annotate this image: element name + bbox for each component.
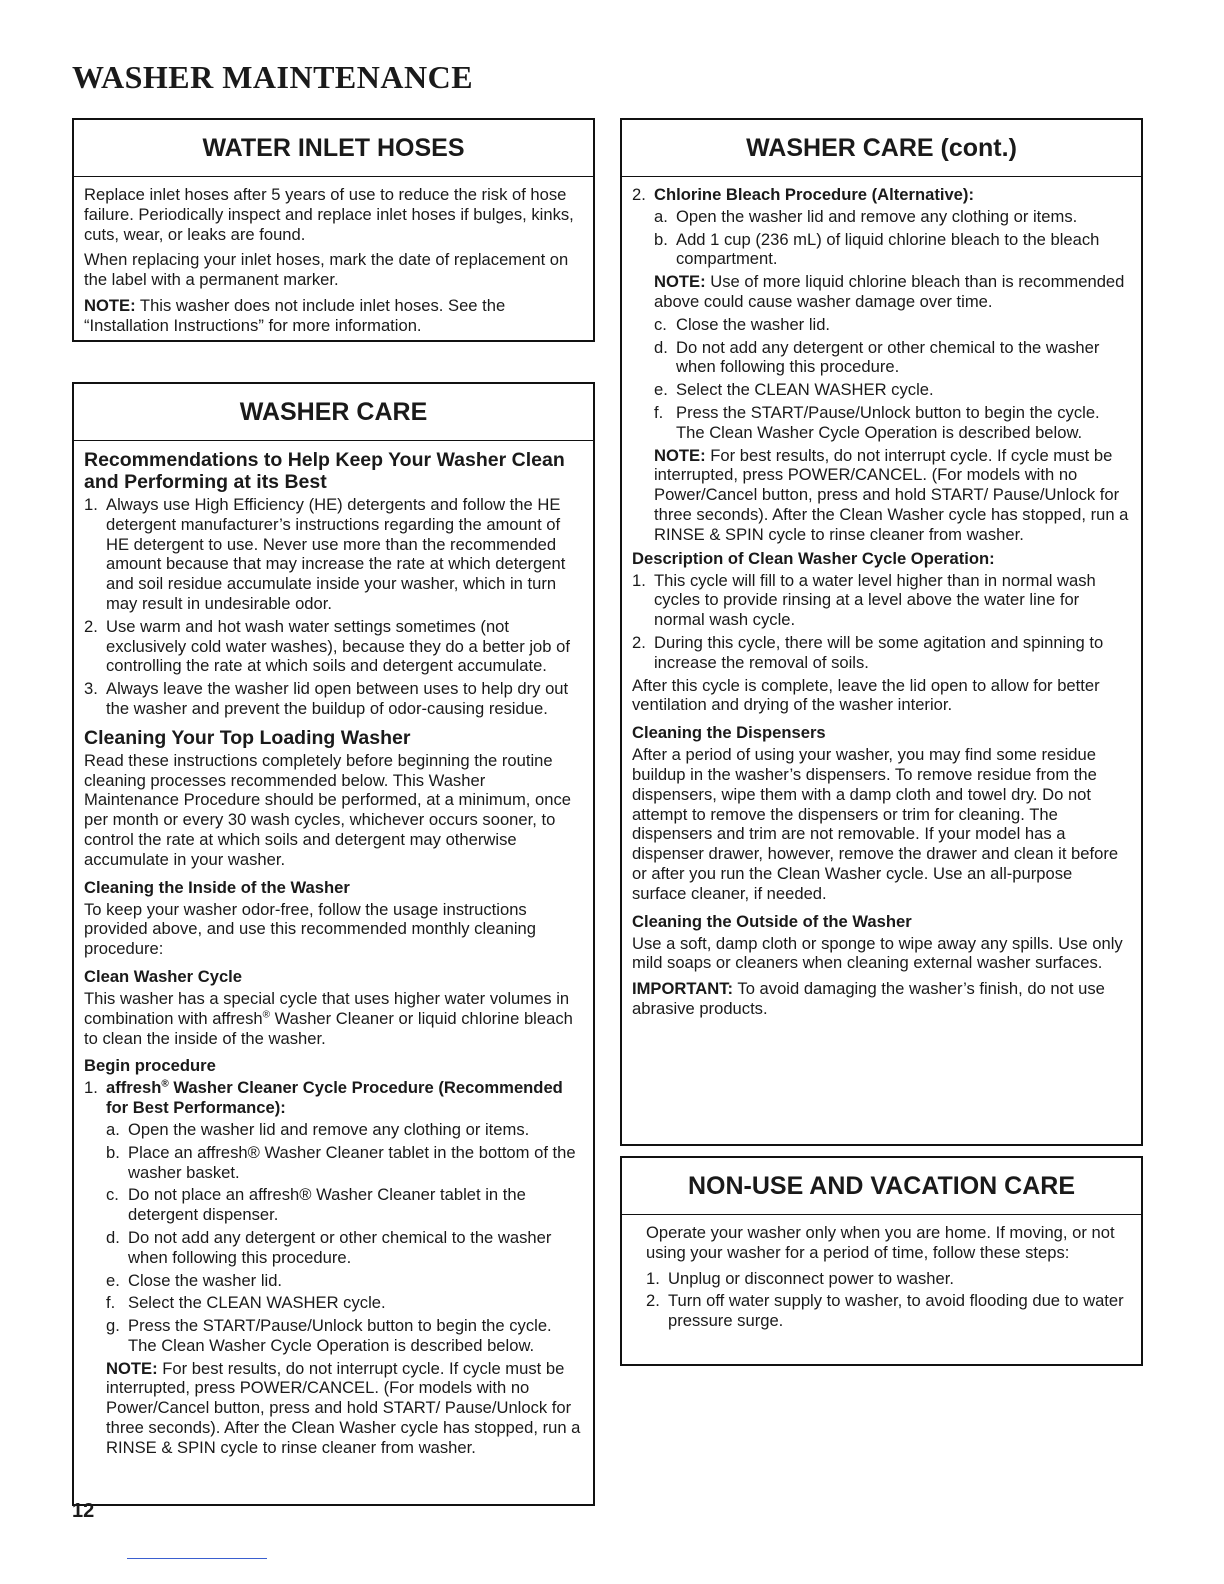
paragraph: After this cycle is complete, leave the lid open to allow for better ventilation and drying of the washer interior. bbox=[632, 675, 1100, 715]
item-text: Use warm and hot wash water settings sometimes (not exclusively cold water washes), because they do a better job of controlling the rate at which soils and detergent accumulate. bbox=[106, 616, 570, 676]
step bbox=[106, 1228, 583, 1268]
item-text: Unplug or disconnect power to washer. bbox=[668, 1268, 954, 1288]
step bbox=[654, 207, 1131, 227]
note bbox=[654, 446, 1131, 545]
important-note bbox=[632, 979, 1131, 1019]
step-text: Do not add any detergent or other chemical to the washer when following this procedure. bbox=[128, 1227, 552, 1267]
text-run: This washer has a special cycle that uses higher water volumes in combination with affresh bbox=[84, 988, 570, 1028]
section-header bbox=[622, 1158, 1141, 1214]
paragraph bbox=[84, 989, 583, 1048]
note bbox=[654, 272, 1131, 312]
procedure-title bbox=[106, 1078, 563, 1117]
step-letter: f. bbox=[654, 402, 664, 422]
item-number: 2. bbox=[84, 616, 98, 636]
procedure-item bbox=[84, 1078, 583, 1457]
note-label: NOTE: bbox=[84, 295, 136, 315]
paragraph: After a period of using your washer, you may find some residue buildup in the washer’s dispensers. To remove residue from the dispensers, wipe them with a damp cloth and towel dry. Do not attempt to remove the dispensers or trim for cleaning. The dispensers and trim are not removable. If your model has a dispenser drawer, however, remove the drawer and clean it before or after you run the Clean Washer cycle. Use an all-purpose surface cleaner, if needed. bbox=[632, 745, 1119, 903]
right-column bbox=[620, 118, 1143, 1366]
registered-mark: ® bbox=[262, 1009, 271, 1021]
item-text: This cycle will fill to a water level higher than in normal wash cycles to provide rinsing at a level above the water line for normal wash cycle. bbox=[654, 570, 1096, 630]
step-text: Open the washer lid and remove any clothing or items. bbox=[128, 1119, 530, 1139]
note-label: NOTE: bbox=[654, 272, 706, 292]
paragraph: To keep your washer odor-free, follow the usage instructions provided above, and use this recommended monthly cleaning procedure: bbox=[84, 899, 536, 959]
section-header bbox=[74, 384, 593, 440]
list-item bbox=[84, 679, 583, 719]
item-text: Always leave the washer lid open between uses to help dry out the washer and prevent the buildup of odor-causing residue. bbox=[106, 679, 569, 718]
step-text: Do not add any detergent or other chemical to the washer when following this procedure. bbox=[676, 337, 1100, 377]
important-label: IMPORTANT: bbox=[632, 979, 734, 999]
step-letter: e. bbox=[654, 380, 668, 400]
item-number: 1. bbox=[646, 1268, 660, 1288]
section-body bbox=[74, 176, 593, 346]
step-text: Close the washer lid. bbox=[676, 314, 831, 334]
section-heading: WATER INLET HOSES bbox=[202, 134, 465, 162]
list-item bbox=[84, 495, 583, 614]
procedure-list bbox=[632, 185, 1131, 545]
recommendations-list bbox=[84, 495, 583, 719]
procedure-steps bbox=[106, 1120, 583, 1356]
note-text: For best results, do not interrupt cycle. If cycle must be interrupted, press POWER/CANCEL. (For models with no Power/Cancel button, press and hold START/ Pause/Unlock for three seconds). After the Clean Washer cycle has stopped, run a RINSE & SPIN cycle to rinse cleaner from washer. bbox=[106, 1358, 581, 1457]
procedure-steps bbox=[654, 315, 1131, 443]
registered-mark: ® bbox=[161, 1078, 169, 1090]
step-text: Add 1 cup (236 mL) of liquid chlorine bleach to the bleach compartment. bbox=[676, 229, 1100, 269]
step-letter: b. bbox=[654, 229, 668, 249]
step bbox=[106, 1293, 583, 1313]
item-number: 1. bbox=[632, 570, 646, 590]
item-number: 1. bbox=[84, 1078, 98, 1098]
paragraph: Read these instructions completely before beginning the routine cleaning processes recommended below. This Washer Maintenance Procedure should be performed, at a minimum, once per month or every 30 wash cycles, whichever occurs sooner, to control the rate at which soils and detergent may otherwise accumulate in your washer. bbox=[84, 750, 572, 869]
step-letter: c. bbox=[106, 1185, 119, 1205]
washer-care-cont-section bbox=[620, 118, 1143, 1146]
note-text: For best results, do not interrupt cycle. If cycle must be interrupted, press POWER/CANCEL. (For models with no Power/Cancel button, press and hold START/ Pause/Unlock for three seconds). After the Clean Washer cycle has stopped, run a RINSE & SPIN cycle to rinse cleaner from washer. bbox=[654, 445, 1129, 544]
step bbox=[106, 1120, 583, 1140]
section-heading: WASHER CARE bbox=[239, 398, 428, 426]
section-header bbox=[622, 120, 1141, 176]
section-heading: NON-USE AND VACATION CARE bbox=[687, 1172, 1076, 1200]
list-item bbox=[646, 1291, 1131, 1331]
paragraph: Replace inlet hoses after 5 years of use to reduce the risk of hose failure. Periodically inspect and replace inlet hoses if bulges, kinks, cuts, wear, or leaks are found. bbox=[84, 185, 574, 244]
step-text: Open the washer lid and remove any clothing or items. bbox=[676, 206, 1078, 226]
step bbox=[654, 338, 1131, 378]
procedure-steps bbox=[654, 207, 1131, 269]
description-list bbox=[632, 571, 1131, 673]
step bbox=[106, 1185, 583, 1225]
subheading: Recommendations to Help Keep Your Washer Clean and Performing at its Best bbox=[84, 449, 565, 493]
page-title: WASHER MAINTENANCE bbox=[72, 59, 474, 95]
step bbox=[106, 1316, 583, 1356]
paragraph: Use a soft, damp cloth or sponge to wipe away any spills. Use only mild soaps or cleaners when cleaning external washer surfaces. bbox=[632, 933, 1123, 973]
subheading: Cleaning Your Top Loading Washer bbox=[84, 726, 411, 749]
procedure-title: Chlorine Bleach Procedure (Alternative): bbox=[654, 185, 974, 204]
item-number: 3. bbox=[84, 679, 98, 699]
washer-care-section bbox=[72, 382, 595, 1506]
step-letter: a. bbox=[654, 206, 668, 226]
item-text: Turn off water supply to washer, to avoid flooding due to water pressure surge. bbox=[668, 1291, 1124, 1331]
list-item bbox=[632, 571, 1131, 630]
minor-heading: Cleaning the Outside of the Washer bbox=[632, 911, 912, 931]
paragraph: Operate your washer only when you are home. If moving, or not using your washer for a period of time, follow these steps: bbox=[646, 1223, 1115, 1262]
procedure-list bbox=[84, 1078, 583, 1457]
left-column bbox=[72, 118, 595, 1506]
item-text: During this cycle, there will be some agitation and spinning to increase the removal of soils. bbox=[654, 632, 1104, 672]
note bbox=[84, 296, 583, 336]
minor-heading: Cleaning the Dispensers bbox=[632, 723, 826, 743]
section-body bbox=[622, 176, 1141, 1029]
list-item bbox=[646, 1269, 1131, 1289]
step bbox=[654, 315, 1131, 335]
note bbox=[106, 1359, 583, 1458]
item-number: 2. bbox=[632, 632, 646, 652]
list-item bbox=[84, 617, 583, 676]
steps-list bbox=[646, 1269, 1131, 1331]
item-text: Always use High Efficiency (HE) detergents and follow the HE detergent manufacturer’s instructions regarding the amount of HE detergent to use. Never use more than the recommended amount because that may increase the rate at which detergent and soil residue accumulate inside your washer, which in turn may result in undesirable odor. bbox=[106, 495, 566, 613]
step-letter: f. bbox=[106, 1293, 116, 1313]
step bbox=[106, 1271, 583, 1291]
list-item bbox=[632, 633, 1131, 673]
minor-heading: Begin procedure bbox=[84, 1056, 216, 1076]
item-number: 2. bbox=[632, 185, 646, 204]
step-letter: a. bbox=[106, 1119, 120, 1139]
section-heading: WASHER CARE (cont.) bbox=[746, 134, 1017, 162]
step bbox=[654, 230, 1131, 270]
step-letter: c. bbox=[654, 314, 667, 334]
step-text: Place an affresh® Washer Cleaner tablet in the bottom of the washer basket. bbox=[128, 1142, 576, 1182]
page-number: 12 bbox=[72, 1500, 95, 1522]
text-run: Washer Cleaner or liquid chlorine bleach to clean the inside of the washer. bbox=[84, 1008, 573, 1048]
step-text: Do not place an affresh® Washer Cleaner tablet in the detergent dispenser. bbox=[128, 1185, 526, 1225]
note-label: NOTE: bbox=[654, 445, 706, 465]
section-header bbox=[74, 120, 593, 176]
minor-heading: Clean Washer Cycle bbox=[84, 966, 243, 986]
step-letter: e. bbox=[106, 1270, 120, 1290]
non-use-vacation-care-section bbox=[620, 1156, 1143, 1366]
water-inlet-hoses-section bbox=[72, 118, 595, 342]
step-letter: d. bbox=[654, 337, 668, 357]
step-text: Select the CLEAN WASHER cycle. bbox=[676, 380, 934, 400]
section-body bbox=[74, 440, 593, 1468]
paragraph: When replacing your inlet hoses, mark the date of replacement on the label with a permanent marker. bbox=[84, 250, 569, 290]
item-number: 1. bbox=[84, 495, 98, 514]
minor-heading: Cleaning the Inside of the Washer bbox=[84, 877, 350, 897]
note-label: NOTE: bbox=[106, 1358, 158, 1378]
note-text: This washer does not include inlet hoses. See the “Installation Instructions” for more information. bbox=[84, 295, 506, 335]
step-text: Close the washer lid. bbox=[128, 1270, 283, 1290]
step-letter: g. bbox=[106, 1316, 120, 1336]
step bbox=[106, 1143, 583, 1183]
footer-rule bbox=[127, 1558, 267, 1559]
text-run: Washer Cleaner Cycle Procedure (Recommended for Best Performance): bbox=[106, 1078, 563, 1118]
important-text: To avoid damaging the washer’s finish, do not use abrasive products. bbox=[632, 979, 1105, 1018]
step-letter: d. bbox=[106, 1227, 120, 1247]
step-text: Press the START/Pause/Unlock button to begin the cycle. The Clean Washer Cycle Operation is described below. bbox=[676, 402, 1100, 442]
step-text: Press the START/Pause/Unlock button to begin the cycle. The Clean Washer Cycle Operation is described below. bbox=[128, 1316, 552, 1355]
text-run: affresh bbox=[106, 1078, 162, 1098]
item-number: 2. bbox=[646, 1291, 660, 1311]
step bbox=[654, 380, 1131, 400]
step-text: Select the CLEAN WASHER cycle. bbox=[128, 1293, 386, 1313]
note-text: Use of more liquid chlorine bleach than is recommended above could cause washer damage over time. bbox=[654, 272, 1125, 311]
procedure-item bbox=[632, 185, 1131, 545]
minor-heading: Description of Clean Washer Cycle Operation: bbox=[632, 548, 995, 568]
step bbox=[654, 403, 1131, 443]
step-letter: b. bbox=[106, 1142, 120, 1162]
section-body bbox=[622, 1214, 1141, 1341]
